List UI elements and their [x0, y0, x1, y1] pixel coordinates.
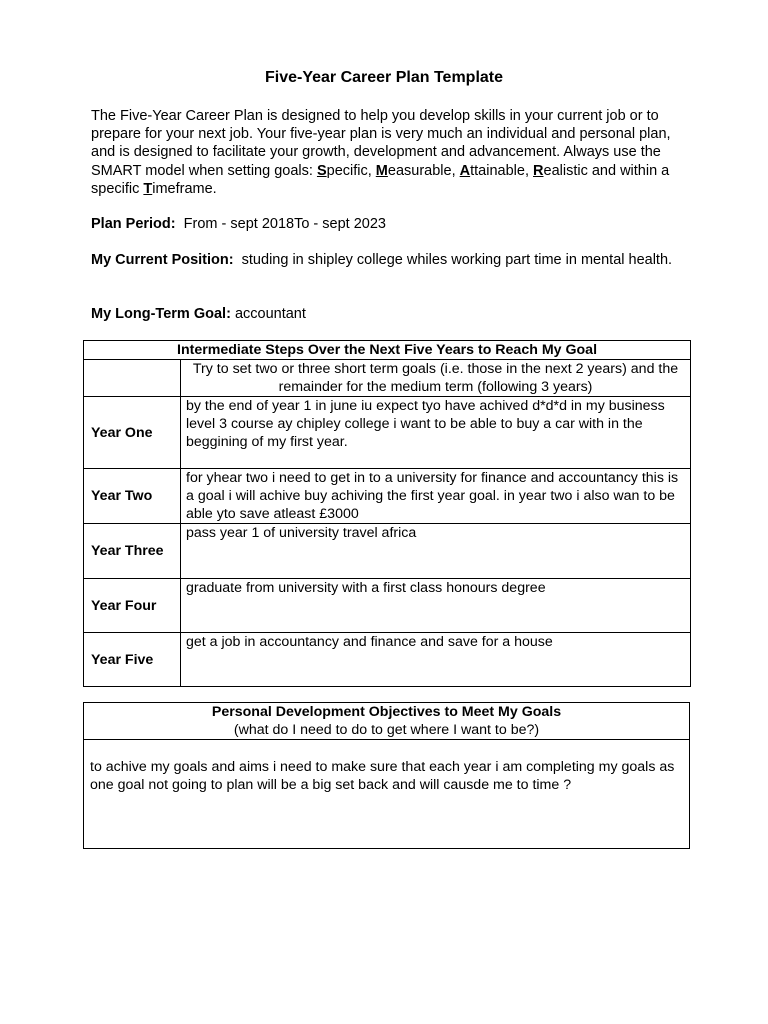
current-position-value: studing in shipley college whiles working part time in mental health. [241, 252, 673, 268]
smart-rest-t: imeframe. [152, 180, 217, 197]
document-title: Five-Year Career Plan Template [264, 69, 504, 86]
plan-period-label: Plan Period: [91, 216, 176, 232]
table-row [84, 469, 691, 524]
smart-rest-a: ttainable, [470, 162, 534, 179]
smart-letter-a: A [459, 162, 471, 179]
plan-period [91, 215, 691, 233]
smart-rest-s: pecific, [326, 162, 376, 179]
steps-heading: Intermediate Steps Over the Next Five Years to Reach My Goal [84, 341, 691, 360]
smart-letter-r: R [533, 162, 544, 179]
current-position-label: My Current Position: [91, 252, 234, 268]
year-label: Year One [84, 397, 181, 469]
smart-rest-m: easurable, [387, 162, 460, 179]
long-term-goal-value: accountant [234, 306, 306, 322]
year-goal-text: for yhear two i need to get in to a university for finance and accountancy this is a goal i will achive buy achiving the first year goal. in year two i also wan to be able yto save atleast £3000 [181, 469, 691, 524]
objectives-heading [84, 703, 690, 740]
steps-heading-row [84, 341, 691, 360]
plan-period-value: From - sept 2018To - sept 2023 [183, 216, 386, 232]
smart-letter-s: S [316, 162, 327, 179]
year-goal-text: graduate from university with a first class honours degree [181, 579, 691, 633]
year-label: Year Two [84, 469, 181, 524]
intermediate-steps-table [83, 340, 691, 687]
objectives-body: to achive my goals and aims i need to make sure that each year i am completing my goals as one goal not going to plan will be a big set back and will causde me to time ? [84, 740, 690, 849]
year-goal-text: get a job in accountancy and finance and save for a house [181, 633, 691, 687]
objectives-subtitle: (what do I need to do to get where I want to be?) [233, 722, 540, 738]
table-row [84, 397, 691, 469]
objectives-body-row [84, 740, 690, 849]
intro-paragraph [91, 107, 691, 198]
year-label: Year Three [84, 524, 181, 579]
objectives-title: Personal Development Objectives to Meet My Goals [211, 704, 562, 720]
steps-subheading: Try to set two or three short term goals (i.e. those in the next 2 years) and the remainder for the medium term (following 3 years) [181, 360, 691, 397]
table-row [84, 633, 691, 687]
smart-rest-r: ealistic and within a specific [91, 162, 670, 197]
long-term-goal [91, 305, 691, 323]
intro-text: The Five-Year Career Plan is designed to help you develop skills in your current job or to prepare for your next job. Your five-year plan is very much an individual and personal plan, and is designed to facilitate your growth, development and advancement. Always use the SMART model when setting goals: [91, 108, 671, 179]
table-row [84, 524, 691, 579]
smart-letter-m: M [375, 162, 388, 179]
personal-development-table [83, 702, 690, 849]
long-term-goal-label: My Long-Term Goal: [91, 306, 231, 322]
smart-letter-t: T [143, 180, 153, 197]
year-goal-text: pass year 1 of university travel africa [181, 524, 691, 579]
year-label: Year Five [84, 633, 181, 687]
objectives-heading-row [84, 703, 690, 740]
year-goal-text: by the end of year 1 in june iu expect tyo have achived d*d*d in my business level 3 course ay chipley college i want to be able to buy a car with in the beggining of my first year. [181, 397, 691, 469]
current-position [91, 251, 691, 269]
steps-subheading-row [84, 360, 691, 397]
year-label: Year Four [84, 579, 181, 633]
empty-cell [84, 360, 181, 397]
table-row [84, 579, 691, 633]
